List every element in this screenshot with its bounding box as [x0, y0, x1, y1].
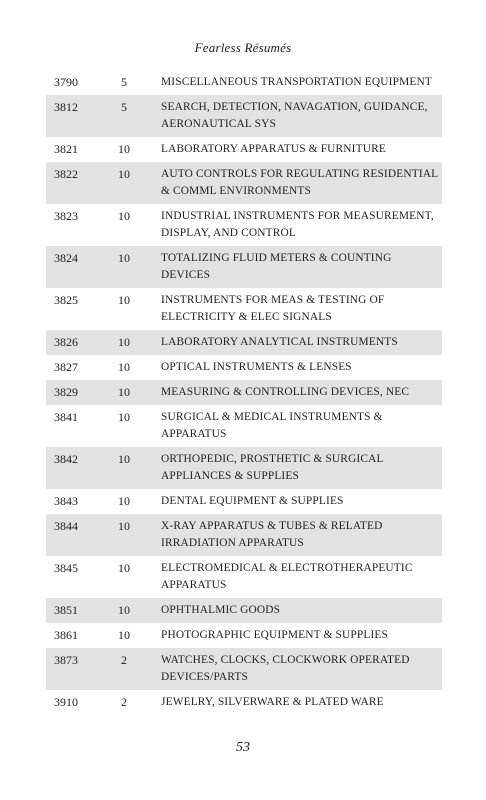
table-row: [46, 330, 442, 355]
sic-code-cell: 3823: [54, 209, 78, 223]
sic-code-cell: 3822: [46, 162, 104, 204]
description-cell: OPTICAL INSTRUMENTS & LENSES: [161, 361, 352, 373]
count-cell: 10: [118, 360, 130, 374]
table-row: [46, 598, 442, 623]
sic-code-cell: 3821: [54, 142, 78, 156]
count-cell: 10: [118, 293, 130, 307]
sic-code-cell: 3842: [46, 447, 104, 489]
table-row: [46, 162, 442, 204]
description-cell: LABORATORY APPARATUS & FURNITURE: [161, 143, 386, 155]
count-cell: 2: [121, 695, 127, 709]
sic-code-cell: 3910: [54, 695, 78, 709]
sic-code-cell: 3812: [46, 95, 104, 137]
count-cell: 10: [104, 447, 144, 489]
count-cell: 5: [104, 95, 144, 137]
sic-code-cell: 3844: [46, 514, 104, 556]
description-cell: JEWELRY, SILVERWARE & PLATED WARE: [161, 696, 384, 708]
table-row: [46, 623, 442, 648]
description-cell: ORTHOPEDIC, PROSTHETIC & SURGICAL APPLIANCES & SUPPLIES: [144, 447, 442, 489]
description-cell: MEASURING & CONTROLLING DEVICES, NEC: [144, 380, 442, 405]
description-cell: LABORATORY ANALYTICAL INSTRUMENTS: [144, 330, 442, 355]
description-cell: MISCELLANEOUS TRANSPORTATION EQUIPMENT: [161, 76, 432, 88]
table-row: [46, 355, 442, 380]
table-row: [46, 514, 442, 556]
table-row: [46, 447, 442, 489]
sic-code-cell: 3843: [54, 494, 78, 508]
sic-code-cell: 3873: [46, 648, 104, 690]
industry-code-table: [46, 70, 442, 715]
description-cell: TOTALIZING FLUID METERS & COUNTING DEVICES: [144, 246, 442, 288]
table-row: [46, 405, 442, 447]
sic-code-cell: 3841: [54, 410, 78, 424]
description-cell: SEARCH, DETECTION, NAVAGATION, GUIDANCE, AERONAUTICAL SYS: [144, 95, 442, 137]
sic-code-cell: 3829: [46, 380, 104, 405]
count-cell: 10: [118, 561, 130, 575]
description-cell: X-RAY APPARATUS & TUBES & RELATED IRRADIATION APPARATUS: [144, 514, 442, 556]
sic-code-cell: 3845: [54, 561, 78, 575]
page-number: 53: [236, 740, 250, 755]
table-row: [46, 288, 442, 330]
description-cell: SURGICAL & MEDICAL INSTRUMENTS & APPARATUS: [161, 411, 383, 440]
table-row: [46, 489, 442, 514]
running-head-title: Fearless Résumés: [194, 40, 292, 55]
count-cell: 10: [104, 380, 144, 405]
table-row: [46, 95, 442, 137]
count-cell: 10: [118, 410, 130, 424]
table-row: [46, 70, 442, 95]
description-cell: WATCHES, CLOCKS, CLOCKWORK OPERATED DEVICES/PARTS: [144, 648, 442, 690]
count-cell: 10: [118, 494, 130, 508]
description-cell: DENTAL EQUIPMENT & SUPPLIES: [161, 495, 344, 507]
sic-code-cell: 3825: [54, 293, 78, 307]
description-cell: PHOTOGRAPHIC EQUIPMENT & SUPPLIES: [161, 629, 388, 641]
sic-code-cell: 3827: [54, 360, 78, 374]
count-cell: 5: [121, 75, 127, 89]
sic-code-cell: 3824: [46, 246, 104, 288]
sic-code-cell: 3861: [54, 628, 78, 642]
sic-code-cell: 3790: [54, 75, 78, 89]
description-cell: OPHTHALMIC GOODS: [144, 598, 442, 623]
table-row: [46, 690, 442, 715]
description-cell: AUTO CONTROLS FOR REGULATING RESIDENTIAL & COMML ENVIRONMENTS: [144, 162, 442, 204]
count-cell: 10: [118, 142, 130, 156]
description-cell: ELECTROMEDICAL & ELECTROTHERAPEUTIC APPARATUS: [161, 562, 413, 591]
count-cell: 10: [118, 628, 130, 642]
count-cell: 10: [104, 162, 144, 204]
count-cell: 10: [118, 209, 130, 223]
sic-code-cell: 3826: [46, 330, 104, 355]
count-cell: 10: [104, 330, 144, 355]
table-row: [46, 648, 442, 690]
table-row: [46, 204, 442, 246]
table-row: [46, 556, 442, 598]
count-cell: 10: [104, 598, 144, 623]
description-cell: INSTRUMENTS FOR MEAS & TESTING OF ELECTRICITY & ELEC SIGNALS: [161, 294, 385, 323]
table-row: [46, 380, 442, 405]
description-cell: INDUSTRIAL INSTRUMENTS FOR MEASUREMENT, DISPLAY, AND CONTROL: [161, 210, 434, 239]
table-row: [46, 137, 442, 162]
count-cell: 2: [104, 648, 144, 690]
sic-code-cell: 3851: [46, 598, 104, 623]
count-cell: 10: [104, 246, 144, 288]
count-cell: 10: [104, 514, 144, 556]
table-row: [46, 246, 442, 288]
